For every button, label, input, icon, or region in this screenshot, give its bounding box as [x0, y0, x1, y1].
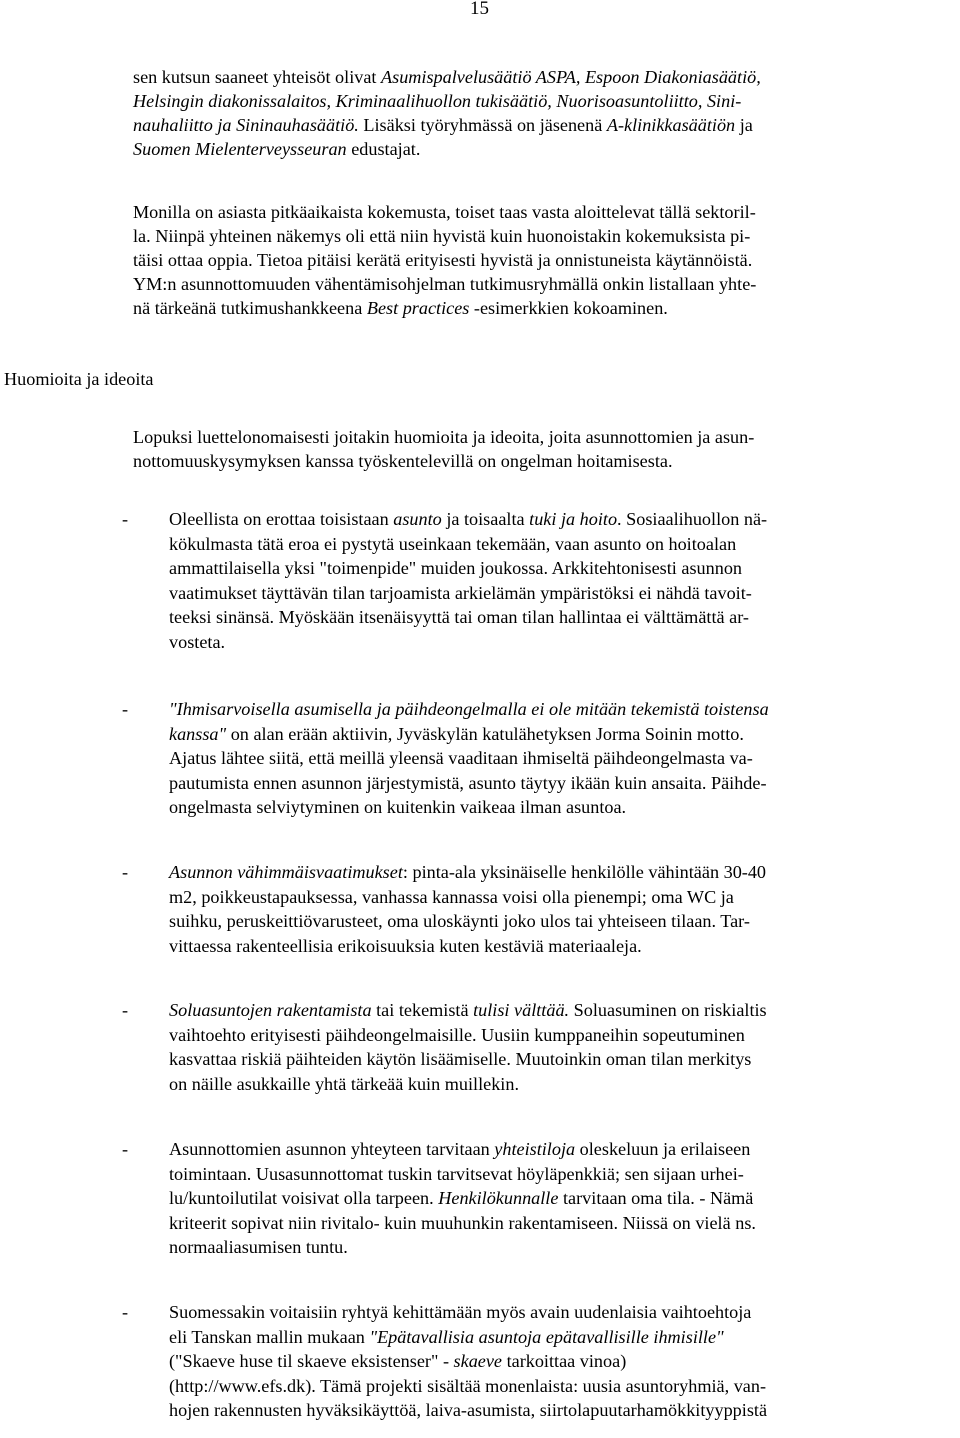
italic-text: yhteistiloja — [494, 1139, 576, 1159]
text-line — [169, 771, 959, 796]
text-run: vaatimukset täyttävän tilan tarjoamista arkielämän ympäristöksi ei nähdä tavoit- — [169, 582, 752, 603]
italic-text: kanssa" — [169, 723, 227, 744]
text-run: lu/kuntoilutilat voisivat olla tarpeen. — [169, 1188, 439, 1208]
text-run: ja toisaalta — [441, 509, 530, 529]
text-line — [133, 224, 933, 248]
text-run: teeksi sinänsä. Myöskään itsenäisyyttä tai oman tilan hallintaa ei välttämättä ar- — [169, 607, 749, 627]
text-run: : pinta-ala yksinäiselle henkilölle vähintään 30-40 — [402, 862, 767, 882]
text-line — [169, 722, 959, 747]
text-line — [169, 630, 959, 655]
list-item-text — [169, 998, 959, 1096]
text-line — [169, 507, 959, 532]
text-line — [133, 248, 933, 272]
page-number: 15 — [470, 0, 489, 19]
italic-text: Asunnon vähimmäisvaatimukset — [169, 862, 403, 882]
text-run: on alan erään aktiivin, Jyväskylän katulähetyksen Jorma Soinin motto. — [226, 723, 744, 744]
text-run: tarvitaan oma tila. - Nämä — [558, 1188, 754, 1208]
text-line — [169, 1023, 959, 1048]
italic-text: Suomen Mielenterveysseuran — [133, 139, 347, 159]
text-line — [169, 532, 959, 557]
italic-text: tulisi välttää. — [473, 1000, 570, 1020]
text-run: kriteerit sopivat niin rivitalo- kuin muuhunkin rakentamiseen. Niissä on vielä ns. — [169, 1212, 756, 1233]
text-line — [169, 1349, 959, 1374]
text-run: . Sosiaalihuollon nä- — [617, 509, 768, 529]
text-line — [169, 605, 959, 630]
text-run: eli Tanskan mallin mukaan — [169, 1326, 370, 1347]
list-item-text — [169, 1137, 959, 1260]
text-run: -esimerkkien kokoaminen. — [469, 298, 668, 318]
text-run: m2, poikkeustapauksessa, vanhassa kannassa voisi olla pienempi; oma WC ja — [169, 886, 734, 907]
text-run: nottomuuskysymyksen kanssa työskentelevillä on ongelman hoitamisesta. — [133, 451, 673, 471]
text-run: nä tärkeänä tutkimushankkeena — [133, 298, 367, 318]
text-line — [169, 1374, 959, 1399]
text-run: on näille asukkaille yhtä tärkeää kuin muillekin. — [169, 1073, 520, 1094]
text-line — [133, 65, 933, 89]
text-line — [169, 860, 959, 885]
text-run: ja — [735, 115, 753, 135]
list-item-text — [169, 1300, 959, 1423]
text-line — [133, 296, 933, 320]
text-line — [169, 795, 959, 820]
text-run: ("Skaeve huse til skaeve eksistenser" - — [169, 1351, 454, 1371]
italic-text: Best practices — [366, 298, 470, 318]
text-run: vittaessa rakenteellisia erikoisuuksia kuten kestäviä materiaaleja. — [169, 935, 642, 956]
italic-text: Soluasuntojen rakentamista — [169, 1000, 372, 1020]
text-run: täisi ottaa oppia. Tietoa pitäisi kerätä erityisesti hyvistä ja onnistuneista käytännöistä. — [133, 250, 753, 270]
text-run: kökulmasta tätä eroa ei pystytä useinkaan tekemään, vaan asunto on hoitoalan — [169, 533, 737, 554]
text-run: Monilla on asiasta pitkäaikaista kokemusta, toiset taas vasta aloittelevat tällä sektoril- — [133, 202, 756, 222]
intro-paragraph — [133, 65, 933, 161]
text-run: Lisäksi työryhmässä on jäsenenä — [358, 115, 607, 135]
text-line — [169, 1047, 959, 1072]
text-line — [133, 200, 933, 224]
list-bullet-dash: - — [122, 699, 129, 719]
text-line — [169, 697, 959, 722]
text-line — [133, 449, 933, 473]
text-run: pautumista ennen asunnon järjestymistä, asunto täytyy ikään kuin ansaita. Päihde- — [169, 772, 767, 793]
text-run: edustajat. — [346, 139, 421, 159]
text-run: vosteta. — [169, 631, 226, 652]
experience-paragraph — [133, 200, 933, 320]
list-item-text — [169, 860, 959, 958]
text-line — [169, 1162, 959, 1187]
text-line — [169, 1325, 959, 1350]
text-run: normaaliasumisen tuntu. — [169, 1237, 348, 1257]
text-run: la. Niinpä yhteinen näkemys oli että niin hyvistä kuin huonoistakin kokemuksista pi- — [133, 226, 751, 246]
text-run: vaihtoehto erityisesti päihdeongelmaisille. Uusiin kumppaneihin sopeutuminen — [169, 1024, 745, 1045]
italic-text: A-klinikkasäätiön — [606, 115, 736, 135]
italic-text: skaeve — [453, 1351, 503, 1371]
section-heading: Huomioita ja ideoita — [4, 369, 154, 389]
text-run: Oleellista on erottaa toisistaan — [169, 509, 394, 529]
text-line — [169, 1211, 959, 1236]
text-line — [133, 113, 933, 137]
italic-text: Helsingin diakonissalaitos, Kriminaalihuollon tukisäätiö, Nuorisoasuntoliitto, Sini- — [133, 91, 742, 111]
text-run: tai tekemistä — [371, 1000, 474, 1020]
italic-text: nauhaliitto ja Sininauhasäätiö. — [133, 115, 359, 135]
text-line — [169, 746, 959, 771]
text-run: toimintaan. Uusasunnottomat tuskin tarvitsevat höyläpenkkiä; sen sijaan urhei- — [169, 1163, 744, 1184]
text-line — [169, 581, 959, 606]
lead-paragraph — [133, 425, 933, 473]
italic-text: "Ihmisarvoisella asumisella ja päihdeongelmalla ei ole mitään tekemistä toistensa — [169, 699, 769, 719]
italic-text: Henkilökunnalle — [438, 1188, 559, 1208]
text-run: Suomessakin voitaisiin ryhtyä kehittämään myös avain uudenlaisia vaihtoehtoja — [169, 1302, 752, 1322]
text-line — [169, 909, 959, 934]
text-line — [133, 272, 933, 296]
list-item-text — [169, 697, 959, 820]
text-run: sen kutsun saaneet yhteisöt olivat — [133, 67, 382, 87]
italic-text: Asumispalvelusäätiö ASPA, Espoon Diakoniasäätiö, — [381, 67, 761, 87]
text-run: oleskeluun ja erilaiseen — [575, 1139, 751, 1159]
text-run: YM:n asunnottomuuden vähentämisohjelman tutkimusryhmällä onkin listallaan yhte- — [133, 274, 757, 294]
text-run: Ajatus lähtee siitä, että meillä yleensä vaaditaan ihmiseltä päihdeongelmasta va- — [169, 748, 753, 768]
text-line — [169, 1398, 959, 1423]
text-run: Asunnottomien asunnon yhteyteen tarvitaan — [169, 1139, 495, 1159]
text-run: Lopuksi luettelonomaisesti joitakin huomioita ja ideoita, joita asunnottomien ja asun- — [133, 427, 755, 447]
italic-text: tuki ja hoito — [529, 509, 618, 529]
text-line — [169, 1300, 959, 1325]
text-run: Soluasuminen on riskialtis — [569, 1000, 767, 1020]
text-line — [169, 1186, 959, 1211]
text-line — [133, 425, 933, 449]
text-line — [169, 556, 959, 581]
text-run: suihku, peruskeittiövarusteet, oma uloskäynti joko ulos tai yhteiseen tilaan. Tar- — [169, 911, 750, 931]
text-line — [169, 1072, 959, 1097]
list-item-text — [169, 507, 959, 654]
text-run: hojen rakennusten hyväksikäyttöä, laiva-asumista, siirtolapuutarhamökkityyppistä — [169, 1400, 768, 1420]
italic-text: "Epätavallisia asuntoja epätavallisille ihmisille" — [369, 1326, 724, 1347]
list-bullet-dash: - — [122, 1000, 129, 1020]
text-run: kasvattaa riskiä päihteiden käytön lisäämiselle. Muutoinkin oman tilan merkitys — [169, 1049, 752, 1069]
list-bullet-dash: - — [122, 1139, 129, 1159]
text-line — [169, 885, 959, 910]
text-line — [169, 1137, 959, 1162]
text-run: (http://www.efs.dk). Tämä projekti sisältää monenlaista: uusia asuntoryhmiä, van- — [169, 1375, 767, 1396]
list-bullet-dash: - — [122, 1302, 129, 1322]
text-run: ammattilaisella yksi "toimenpide" muiden joukossa. Arkkitehtonisesti asunnon — [169, 558, 743, 578]
italic-text: asunto — [393, 509, 442, 529]
text-run: ongelmasta selviytyminen on kuitenkin vaikeaa ilman asuntoa. — [169, 797, 627, 817]
text-line — [169, 1235, 959, 1260]
list-bullet-dash: - — [122, 862, 129, 882]
text-line — [133, 89, 933, 113]
text-run: tarkoittaa vinoa) — [502, 1351, 627, 1371]
text-line — [169, 934, 959, 959]
text-line — [169, 998, 959, 1023]
list-bullet-dash: - — [122, 509, 129, 529]
text-line — [133, 137, 933, 161]
